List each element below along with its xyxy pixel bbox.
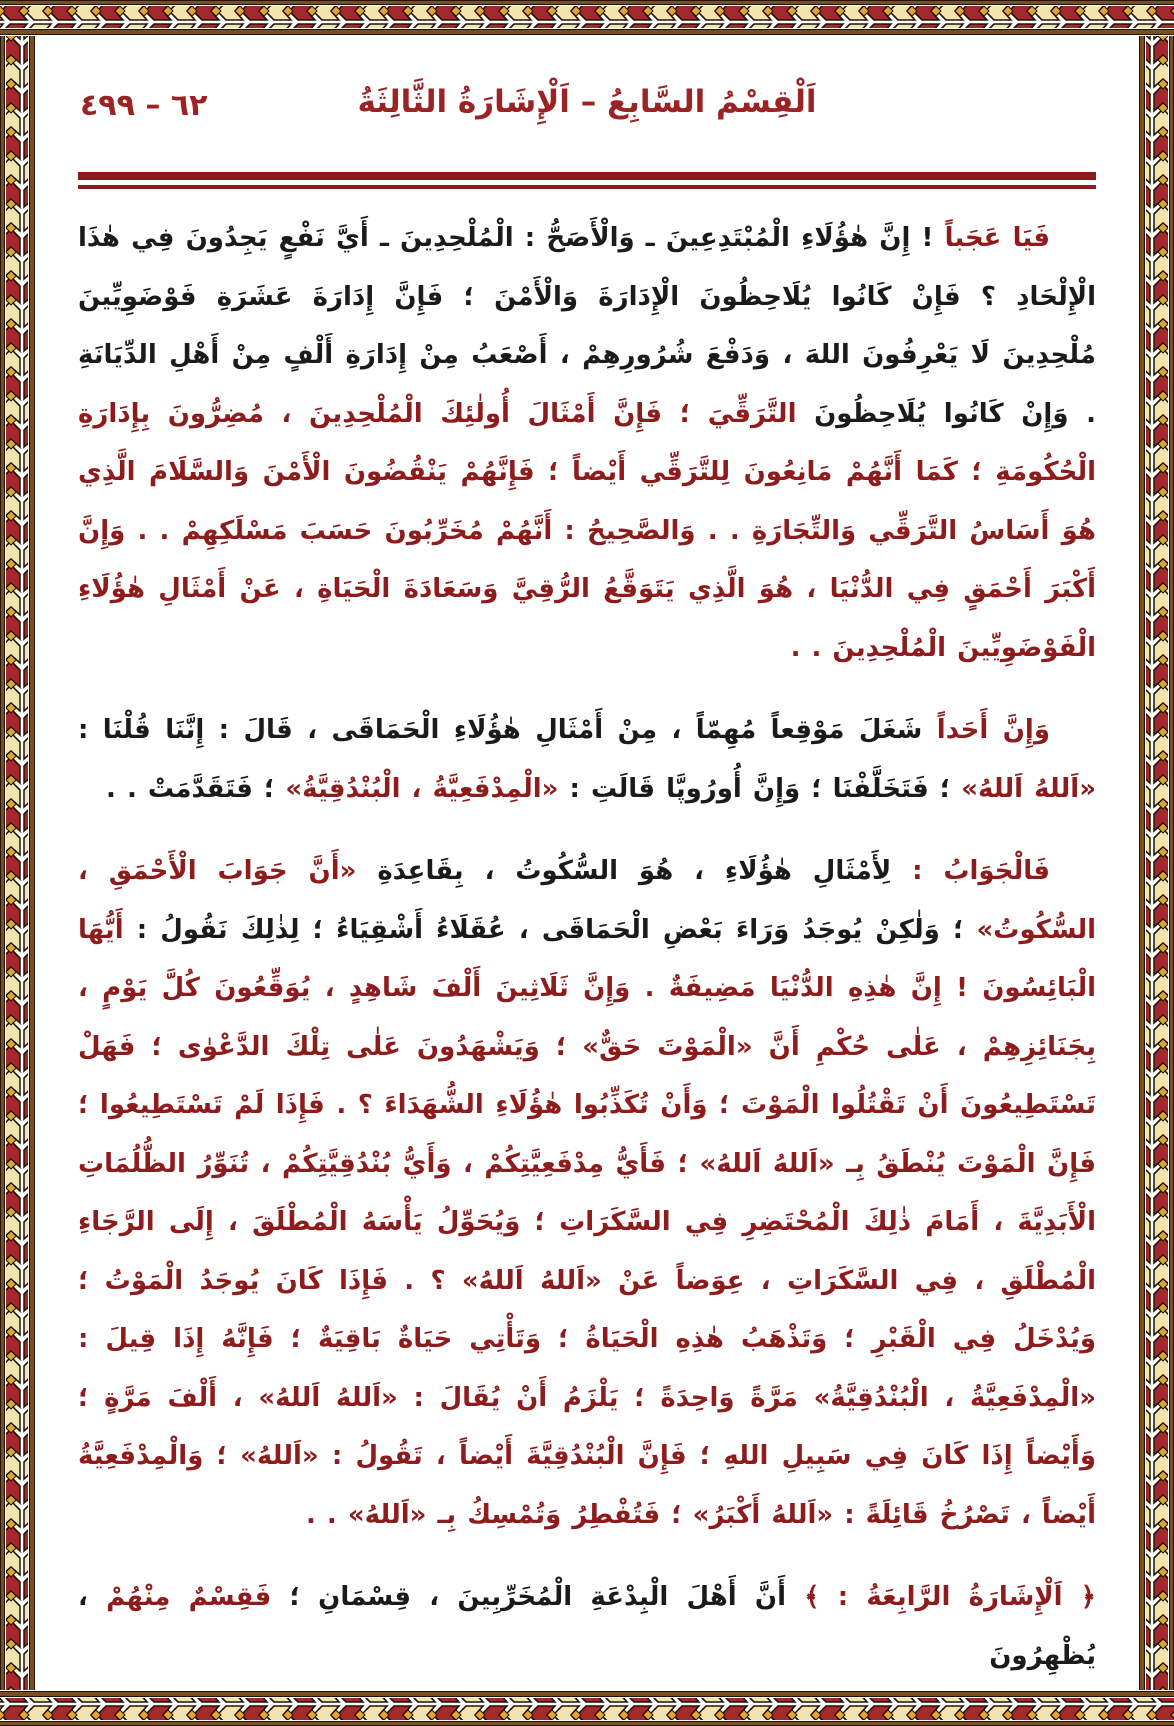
ornamental-border-left [0, 36, 36, 1690]
text-segment: لِأَمْثَالِ هٰؤُلَاءِ ، هُوَ السُّكُوتُ ، بِقَاعِدَةِ [356, 856, 913, 886]
divider-rule-thick [78, 172, 1096, 180]
page-content [36, 36, 1138, 1690]
text-segment: ؛ فَتَخَلَّفْنَا ؛ وَإِنَّ أُورُوپَّا قَالَتِ : [558, 773, 962, 804]
text-segment: ؛ وَلٰكِنْ يُوجَدُ وَرَاءَ بَعْضِ الْحَمَاقَى ، عُقَلَاءُ أَشْقِيَاءُ ؛ لِذٰلِكَ نَقُولُ : [123, 914, 977, 945]
page-title: اَلْقِسْمُ السَّابِعُ – اَلْإِشَارَةُ الثَّالِثَةُ [357, 84, 817, 120]
text-segment: أَيُّهَا الْبَائِسُونَ ! إِنَّ هٰذِهِ الدُّنْيَا مَضِيفَةٌ . وَإِنَّ ثَلَاثِينَ أَلْفَ شَاهِدٍ ، يُوَقِّعُونَ كُلَّ يَوْمٍ ، بِجَنَائِزِهِمْ ، عَلٰى حُكْمِ أَنَّ «الْمَوْتَ حَقٌّ» ؛ وَيَشْهَدُونَ عَلٰى تِلْكَ الدَّعْوٰى ؛ فَهَلْ تَسْتَطِيعُونَ أَنْ تَقْتُلُوا الْمَوْتَ ؛ وَأَنْ تُكَذِّبُوا هٰؤُلَاءِ الشُّهَدَاءَ ؟ . فَإِذَا لَمْ تَسْتَطِيعُوا ؛ فَإِنَّ الْمَوْتَ يُنْطَقُ بِـ «اَللهُ اَللهُ» ؛ فَأَيُّ مِدْفَعِيَّتِكُمْ ، وَأَيُّ بُنْدُقِيَّتِكُمْ ، تُنَوِّرُ الظُّلُمَاتِ الْأَبَدِيَّةَ ، أَمَامَ ذٰلِكَ الْمُحْتَضِرِ فِي السَّكَرَاتِ ؛ وَيُحَوِّلُ يَأْسَهُ الْمُطْلَقَ ، إِلَى الرَّجَاءِ الْمُطْلَقِ ، فِي السَّكَرَاتِ ، عِوَضاً عَنْ «اَللهُ اَللهُ» ؟ . فَإِذَا كَانَ يُوجَدُ الْمَوْتُ ؛ وَيُدْخَلُ فِي الْقَبْرِ ؛ وَتَذْهَبُ هٰذِهِ الْحَيَاةُ ؛ وَتَأْتِي حَيَاةٌ بَاقِيَةٌ ؛ فَإِنَّهُ إِذَا قِيلَ : «الْمِدْفَعِيَّةُ ، الْبُنْدُقِيَّةُ» مَرَّةً وَاحِدَةً ؛ يَلْزَمُ أَنْ يُقَالَ : «اَللهُ اَللهُ» ، أَلْفَ مَرَّةٍ ؛ وَأَيْضاً إِذَا كَانَ فِي سَبِيلِ اللهِ ؛ فَإِنَّ الْبُنْدُقِيَّةَ أَيْضاً ، تَقُولُ : «اَللهُ» ؛ وَالْمِدْفَعِيَّةُ أَيْضاً ، تَصْرُخُ قَائِلَةً : «اَللهُ أَكْبَرُ» ؛ فَتُفْطِرُ وَتُمْسِكُ بِـ «اَللهُ» . . [78, 914, 1096, 1530]
text-segment: «أَنَّ جَوَابَ الْأَحْمَقِ ، السُّكُوتُ» [78, 856, 1096, 945]
text-segment: أَنَّ أَهْلَ الْبِدْعَةِ الْمُخَرِّبِينَ ، قِسْمَانِ ؛ [271, 1582, 805, 1612]
text-segment: وَإِنَّ أَحَداً [936, 715, 1050, 745]
header-divider [78, 172, 1096, 189]
page-header [78, 62, 1096, 158]
text-segment: «اَللهُ اَللهُ» [961, 773, 1096, 804]
text-segment: ، يُظْهِرُونَ [78, 1582, 1096, 1671]
text-segment: ! إِنَّ هٰؤُلَاءِ الْمُبْتَدِعِينَ ـ وَالْأَصَحُّ : الْمُلْحِدِينَ ـ أَيَّ نَفْعٍ يَجِدُونَ فِي هٰذَا الْإِلْحَادِ ؟ فَإِنْ كَانُوا يُلَاحِظُونَ الْإِدَارَةَ وَالْأَمْنَ ؛ فَإِنَّ إِدَارَةَ عَشَرَةِ فَوْضَوِيِّينَ مُلْحِدِينَ لَا يَعْرِفُونَ اللهَ ، وَدَفْعَ شُرُورِهِمْ ، أَصْعَبُ مِنْ إِدَارَةِ أَلْفٍ مِنْ أَهْلِ الدِّيَانَةِ . وَإِنْ كَانُوا يُلَاحِظُونَ [78, 223, 1096, 429]
ornamental-border-top [0, 0, 1174, 36]
body-text [78, 209, 1096, 1685]
paragraph [78, 209, 1096, 677]
paragraph [78, 701, 1096, 818]
text-segment: شَغَلَ مَوْقِعاً مُهِمّاً ، مِنْ أَمْثَالِ هٰؤُلَاءِ الْحَمَاقَى ، قَالَ : إِنَّنَا قُلْنَا : [78, 715, 937, 745]
paragraph [78, 1568, 1096, 1685]
text-segment: ﴿ اَلْإِشَارَةُ الرَّابِعَةُ : ﴾ [804, 1582, 1097, 1612]
text-segment: ؛ فَتَقَدَّمَتْ . . [106, 773, 286, 804]
text-segment: فَالْجَوَابُ : [912, 856, 1050, 886]
text-segment: فَيَا عَجَباً [944, 223, 1050, 253]
divider-rule-thin [78, 185, 1096, 189]
ornamental-border-right [1138, 36, 1174, 1690]
paragraph [78, 842, 1096, 1544]
ornamental-border-bottom [0, 1690, 1174, 1726]
text-segment: «الْمِدْفَعِيَّةُ ، الْبُنْدُقِيَّةُ» [285, 773, 559, 804]
text-segment: فَقِسْمٌ مِنْهُمْ [106, 1582, 272, 1612]
page-number: ٦٢ – ٤٩٩ [80, 88, 208, 123]
text-segment: التَّرَقِّيَ ؛ فَإِنَّ أَمْثَالَ أُولٰئِكَ الْمُلْحِدِينَ ، مُضِرُّونَ بِإِدَارَةِ الْحُكُومَةِ ؛ كَمَا أَنَّهُمْ مَانِعُونَ لِلتَّرَقِّي أَيْضاً ؛ فَإِنَّهُمْ يَنْقُضُونَ الْأَمْنَ وَالسَّلَامَ الَّذِي هُوَ أَسَاسُ التَّرَقِّي وَالتِّجَارَةِ . . وَالصَّحِيحُ : أَنَّهُمْ مُخَرِّبُونَ حَسَبَ مَسْلَكِهِمْ . . وَإِنَّ أَكْبَرَ أَحْمَقٍ فِي الدُّنْيَا ، هُوَ الَّذِي يَتَوَقَّعُ الرُّقِيَّ وَسَعَادَةَ الْحَيَاةِ ، عَنْ أَمْثَالِ هٰؤُلَاءِ الْفَوْضَوِيِّينَ الْمُلْحِدِينَ . . [78, 398, 1096, 663]
